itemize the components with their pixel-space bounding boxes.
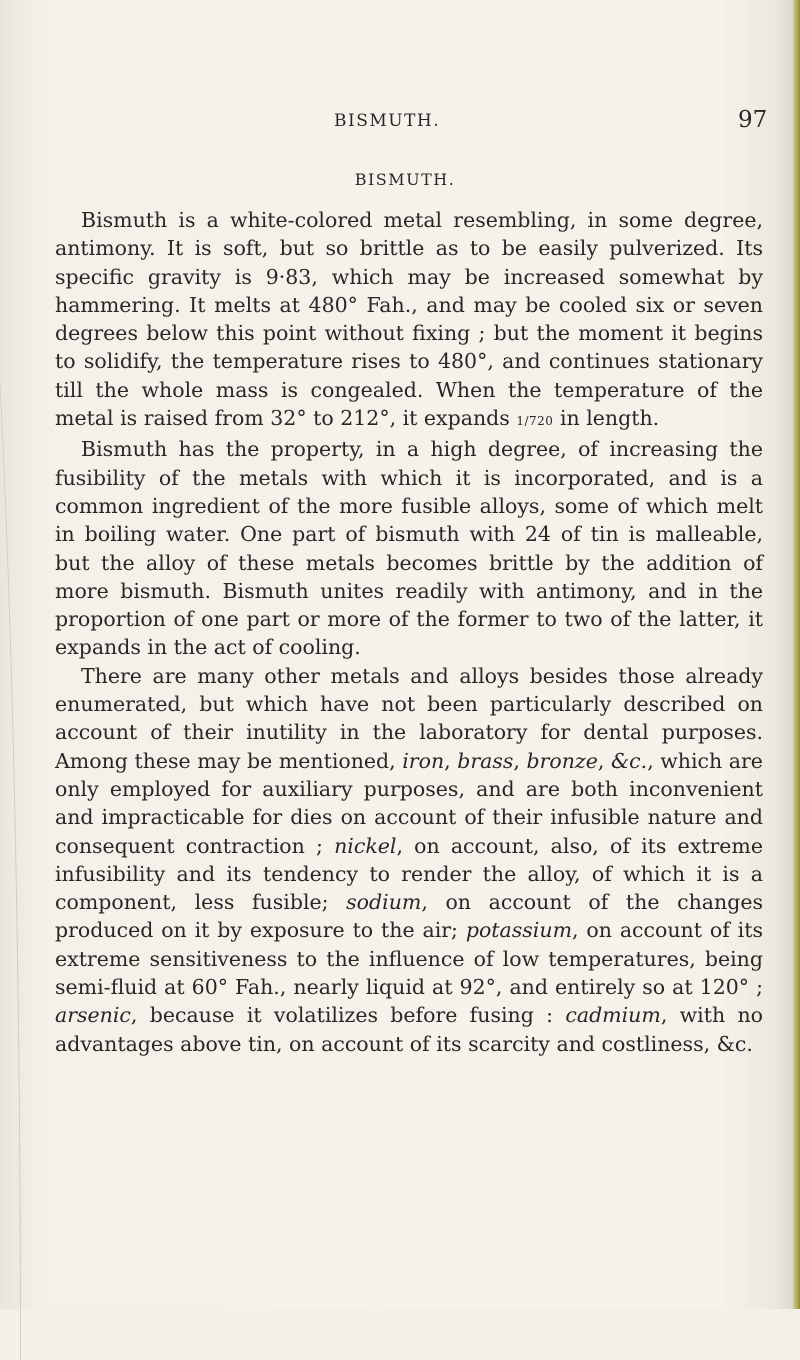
term-brass: brass bbox=[457, 748, 514, 773]
body-text bbox=[55, 206, 763, 1058]
paragraph-1 bbox=[55, 206, 763, 435]
section-title: BISMUTH. bbox=[354, 170, 456, 189]
page-number: 97 bbox=[738, 107, 768, 133]
paragraph-3-text-g: , with no advantages above tin, on account of its scarcity and costliness, &c. bbox=[55, 1003, 764, 1056]
fraction: 1/720 bbox=[516, 414, 554, 429]
separator: , bbox=[513, 748, 527, 773]
term-bronze: bronze bbox=[526, 748, 598, 773]
separator: , bbox=[444, 748, 458, 773]
separator: , bbox=[597, 748, 611, 773]
paragraph-2: Bismuth has the property, in a high degree, of increasing the fusibility of the metals with which it is incorporated, and is a common ingredient of the more fusible alloys, some of which melt in boiling water. One part of bismuth with 24 of tin is malleable, but the alloy of these metals becomes brittle by the addition of more bismuth. Bismuth unites readily with antimony, and in the proportion of one part or more of the former to two of the latter, it expands in the act of cooling. bbox=[55, 437, 763, 660]
paragraph-1-text-a: Bismuth is a white-colored metal resembling, in some degree, antimony. It is soft, but so brittle as to be easily pulverized. Its specific gravity is 9·83, which may be increased somewhat by hammering. It melts at 480° Fah., and may be cooled six or seven degrees below this point without fixing ; but the moment it begins to solidify, the temperature rises to 480°, and continues stationary till the whole mass is congealed. When the temperature of the metal is raised from 32° to 212°, it expands bbox=[55, 208, 763, 431]
term-cadmium: cadmium bbox=[565, 1003, 661, 1028]
running-title: BISMUTH. bbox=[334, 111, 441, 131]
paragraph-3-text-c: , on account, also, of its extreme infusibility and its tendency to render the alloy, of which it is a component, less fusible; bbox=[55, 833, 763, 915]
term-nickel: nickel bbox=[334, 833, 397, 858]
paragraph-3-text-b: , which are only employed for auxiliary purposes, and are both inconvenient and impracticable for dies on account of their infusible nature and consequent contraction ; bbox=[55, 748, 763, 858]
term-etc: &c. bbox=[610, 748, 648, 773]
term-iron: iron bbox=[402, 748, 445, 773]
term-potassium: potassium bbox=[465, 918, 573, 943]
paragraph-3-text-e: , on account of its extreme sensitiveness to the influence of low temperatures, being semi-fluid at 60° Fah., nearly liquid at 92°, and entirely so at 120° ; bbox=[55, 918, 763, 1000]
paragraph-3-text-f: , because it volatilizes before fusing : bbox=[130, 1003, 566, 1028]
term-arsenic: arsenic bbox=[55, 1003, 131, 1028]
paragraph-3-text-d: , on account of the changes produced on it by exposure to the air; bbox=[55, 890, 763, 943]
term-sodium: sodium bbox=[346, 890, 422, 915]
page-curl-shadow bbox=[0, 60, 21, 1360]
paragraph-1-text-b: in length. bbox=[553, 406, 660, 431]
page-edge bbox=[793, 0, 800, 1309]
running-head bbox=[0, 107, 800, 137]
paragraph-3 bbox=[55, 662, 763, 1058]
paragraph-3-text-a: There are many other metals and alloys besides those already enumerated, but which have not been particularly described on account of their inutility in the laboratory for dental purposes. Among these may be mentioned, bbox=[55, 663, 763, 773]
